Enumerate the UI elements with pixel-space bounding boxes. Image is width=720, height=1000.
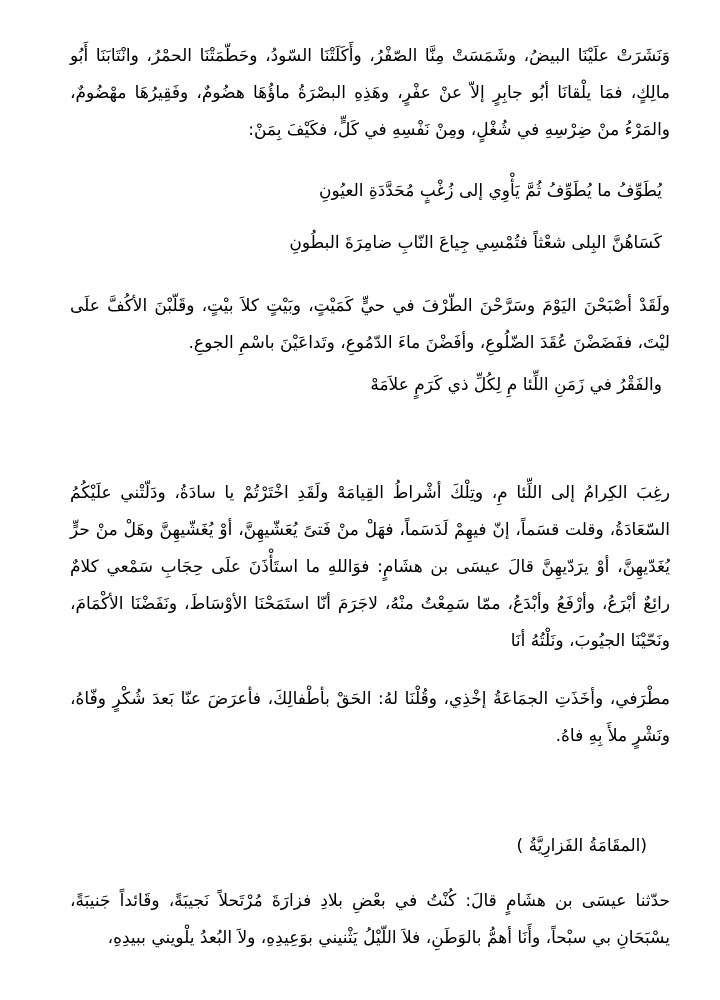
paragraph-opening: وَنَشَرَتْ علَيْنَا البيضُ، وشَمَسَتْ مِنَّا الصّفْرُ، وأَكَلَتْنَا السّودُ، وحَطّمَتْنَا الحمْرُ، وانْتَابَنَا أَبُو مالِكٍ، فمَا يلْقانَا أبُو جابِرٍ إلاّ عنْ عفْرٍ، وهَذِهِ البصْرَةُ ماؤُهَا هضُومٌ، وفَقِيرُهَا مهْضُومٌ، والمَرْءُ منْ ضِرْسِهِ في شُغْلٍ، ومِنْ نَفْسِهِ في كَلٍّ، فكَيْفَ بِمَنْ: — [70, 46, 670, 140]
paragraph-cloak: مطْرَفي، وأخَذَتِ الجمَاعَةُ إخْذِي، وقُلْنَا لهُ: الحَقْ بأطْفالِكَ، فأعرَضَ عنّا بَعدَ شُكْرٍ وفّاهُ، ونَشْرٍ ملأَ بِهِ فاهُ. — [70, 689, 670, 746]
section-heading-fazariyya: (المقَامَةُ الفَزارِيَّةُ ) — [516, 836, 647, 856]
paragraph-morning: ولَقَدْ أصْبَحْنَ اليَوْمَ وسَرَّحْنَ الطّرْفَ في حيٍّ كَمَيْتٍ، وبَيْتٍ كلاَ بيْتٍ، وقَلّبْنَ الأكُفَّ علَى ليْتَ، ففَضَضْنَ عُقَدَ الضّلُوعِ، وأفَضْنَ ماءَ الدّمُوعِ، وتَداعَيْنَ باسْمِ الجوعِ. — [70, 296, 670, 353]
paragraph-noble: رغِبَ الكِرامُ إلى اللِّئا مِ، وتِلْكَ أشْراطُ القِيامَهْ ولَقَدِ اخْتَرْتُمْ يا سادَةُ، ودَلّتْني علَيْكُمُ السّعَادَةُ، وقلت قسَماً، إنّ فيهِمْ لَدَسَماً، فهَلْ منْ فَتىً يُعَشّيهِنَّ، أوْ يُغَشّيهِنَّ وهَلْ منْ حرٍّ يُغَدّيهِنَّ، أوْ يرَدّيهِنَّ قالَ عيسَى بن هشَامٍ: فوَاللهِ ما استَأْذَنَ علَى حِجَابِ سَمْعي كلامٌ رائِعٌ أبْرَعُ، وأرْفَعُ وأبْدَعُ، ممّا سَمِعْتُ منْهُ، لاجَرَمَ أنّا استَمَحْنَا الأوْسَاطَ، ونَفَضْنَا الأكْمَامَ، ونَحّيْنَا الجيُوبَ، ونَلْتُهُ أنَا — [70, 483, 670, 651]
verse-line-1: يُطَوِّفُ ما يُطَوِّفُ ثُمَّ يَأْوِي إلى زُغْبٍ مُحَدَّدَةِ العيُونِ — [319, 181, 662, 201]
verse-line-2: كَسَاهُنَّ البِلى شعْثاً فتُمْسِي جِياعَ النّابِ ضامِرَةَ البطُونِ — [289, 233, 662, 253]
paragraph-fazara-start: حدّثنا عيسَى بن هشَامٍ قالَ: كُنْتُ في بعْضِ بلادِ فزارَةَ مُرْتَحلاً نَجيبَةً، وقَائداً جَنيبَةً، يسْبَحَانِ بي سبْحاً، وأَنَا أهمُّ بالوَطَنِ، فلاَ اللّيْلُ يَثْنيني بوَعِيدِهِ، ولاَ البُعدُ يلْويني ببيدِهِ، — [70, 891, 670, 948]
verse-line-3: والفَقْرُ في زَمَنِ اللِّئا مِ لِكُلِّ ذي كَرَمٍ علاَمَهْ — [370, 375, 662, 395]
